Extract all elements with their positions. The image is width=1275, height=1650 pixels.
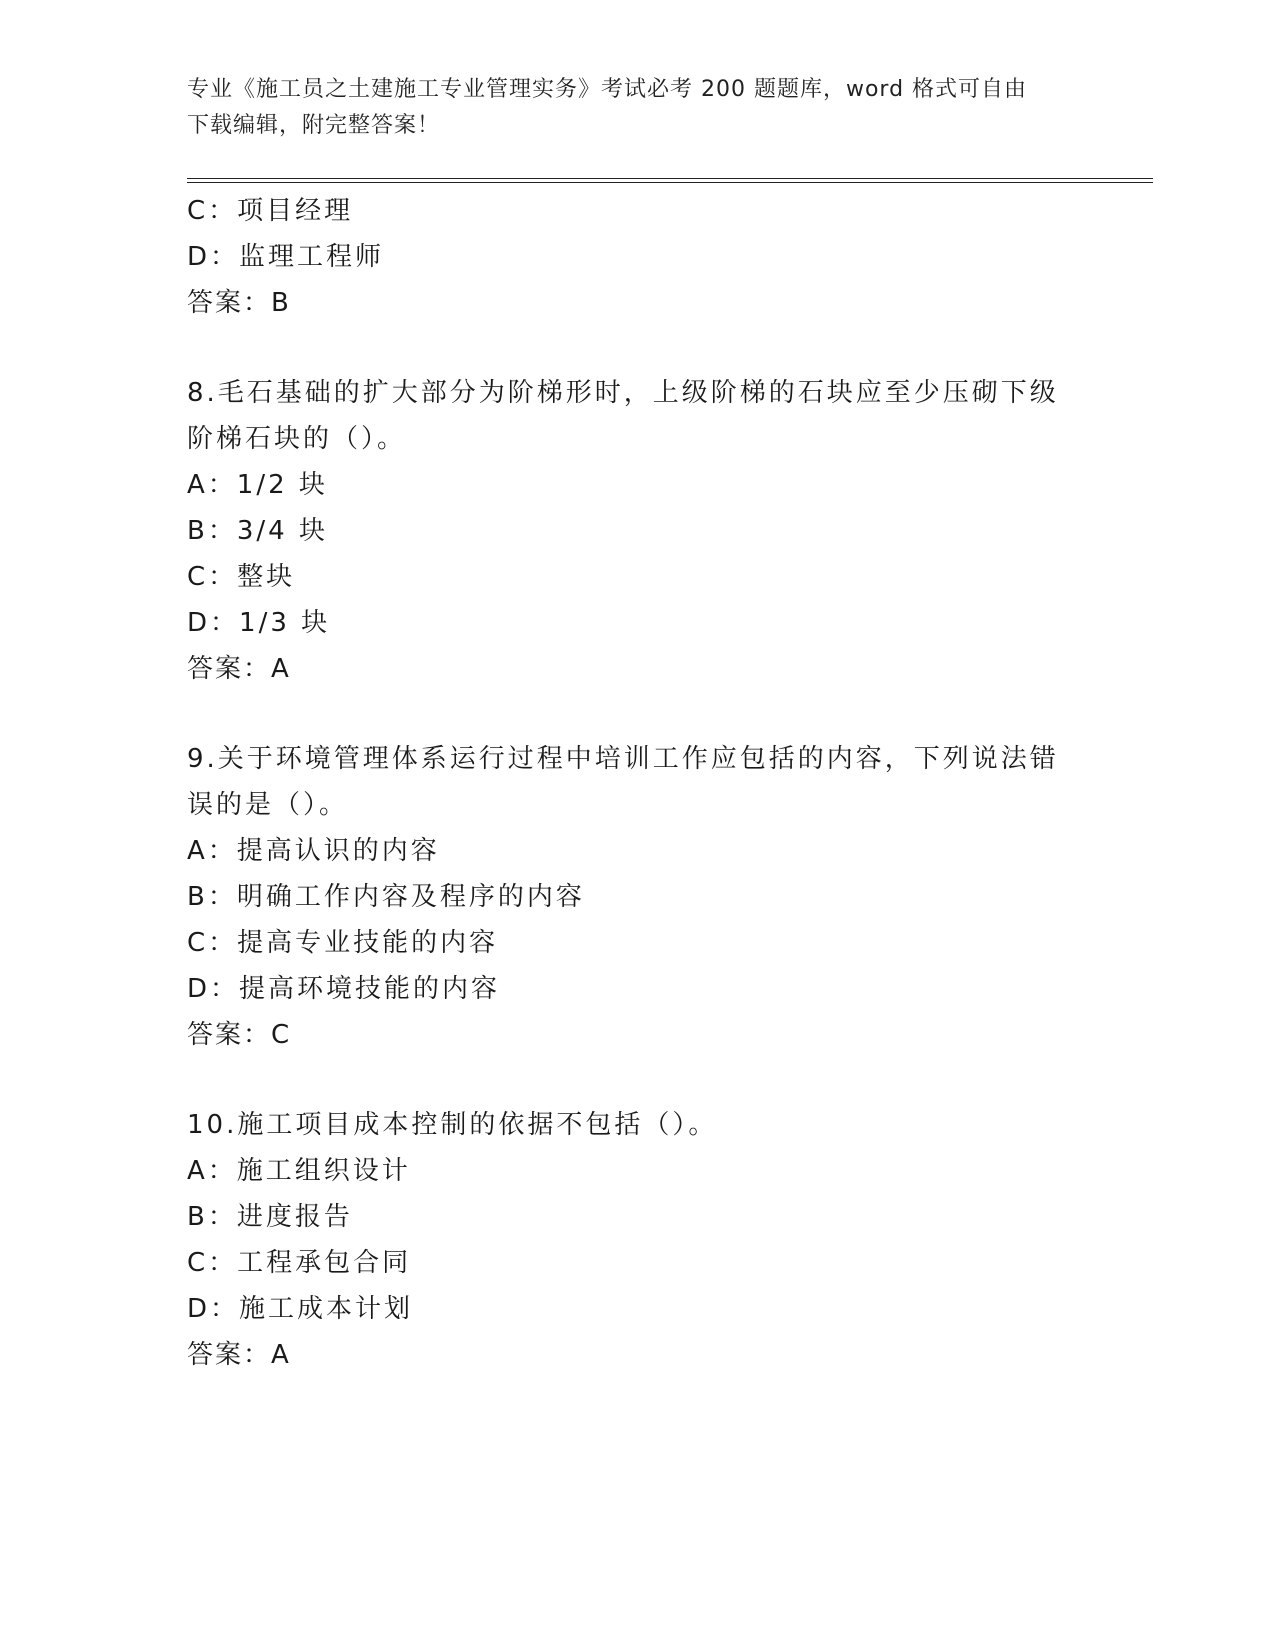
answer-line: 答案：C: [187, 1020, 292, 1050]
header-line-2: 下载编辑，附完整答案！: [187, 113, 441, 138]
header-line-1: 专业《施工员之土建施工专业管理实务》考试必考 200 题题库，word 格式可自由: [187, 77, 1028, 102]
question-stem-line-2: 阶梯石块的（）。: [187, 424, 407, 454]
option-c: C：项目经理: [187, 196, 354, 226]
option-c: C：提高专业技能的内容: [187, 928, 499, 958]
option-a: A：1/2 块: [187, 470, 328, 500]
question-stem-line-1: 10.施工项目成本控制的依据不包括（）。: [187, 1110, 718, 1140]
spacer: [187, 1058, 1087, 1102]
header-divider-bottom: [187, 182, 1153, 183]
option-d: D：提高环境技能的内容: [187, 974, 501, 1004]
question-7-tail: [187, 188, 1087, 326]
spacer: [187, 692, 1087, 736]
answer-line: 答案：A: [187, 1340, 291, 1370]
option-a: A：施工组织设计: [187, 1156, 411, 1186]
option-c: C：工程承包合同: [187, 1248, 412, 1278]
answer-line: 答案：A: [187, 654, 291, 684]
document-header: [187, 72, 1067, 144]
question-8: [187, 370, 1087, 692]
question-stem-line-1: 8.毛石基础的扩大部分为阶梯形时，上级阶梯的石块应至少压砌下级: [187, 378, 1059, 408]
question-stem-line-2: 误的是（）。: [187, 790, 349, 820]
question-stem-line-1: 9.关于环境管理体系运行过程中培训工作应包括的内容，下列说法错: [187, 744, 1059, 774]
option-a: A：提高认识的内容: [187, 836, 440, 866]
option-b: B：明确工作内容及程序的内容: [187, 882, 585, 912]
option-d: D：监理工程师: [187, 242, 385, 272]
question-9: [187, 736, 1087, 1058]
option-c: C：整块: [187, 562, 296, 592]
option-d: D：施工成本计划: [187, 1294, 414, 1324]
answer-line: 答案：B: [187, 288, 291, 318]
question-content: [187, 188, 1087, 1378]
option-b: B：3/4 块: [187, 516, 328, 546]
option-b: B：进度报告: [187, 1202, 353, 1232]
header-divider-top: [187, 178, 1153, 179]
spacer: [187, 326, 1087, 370]
question-10: [187, 1102, 1087, 1378]
option-d: D：1/3 块: [187, 608, 331, 638]
